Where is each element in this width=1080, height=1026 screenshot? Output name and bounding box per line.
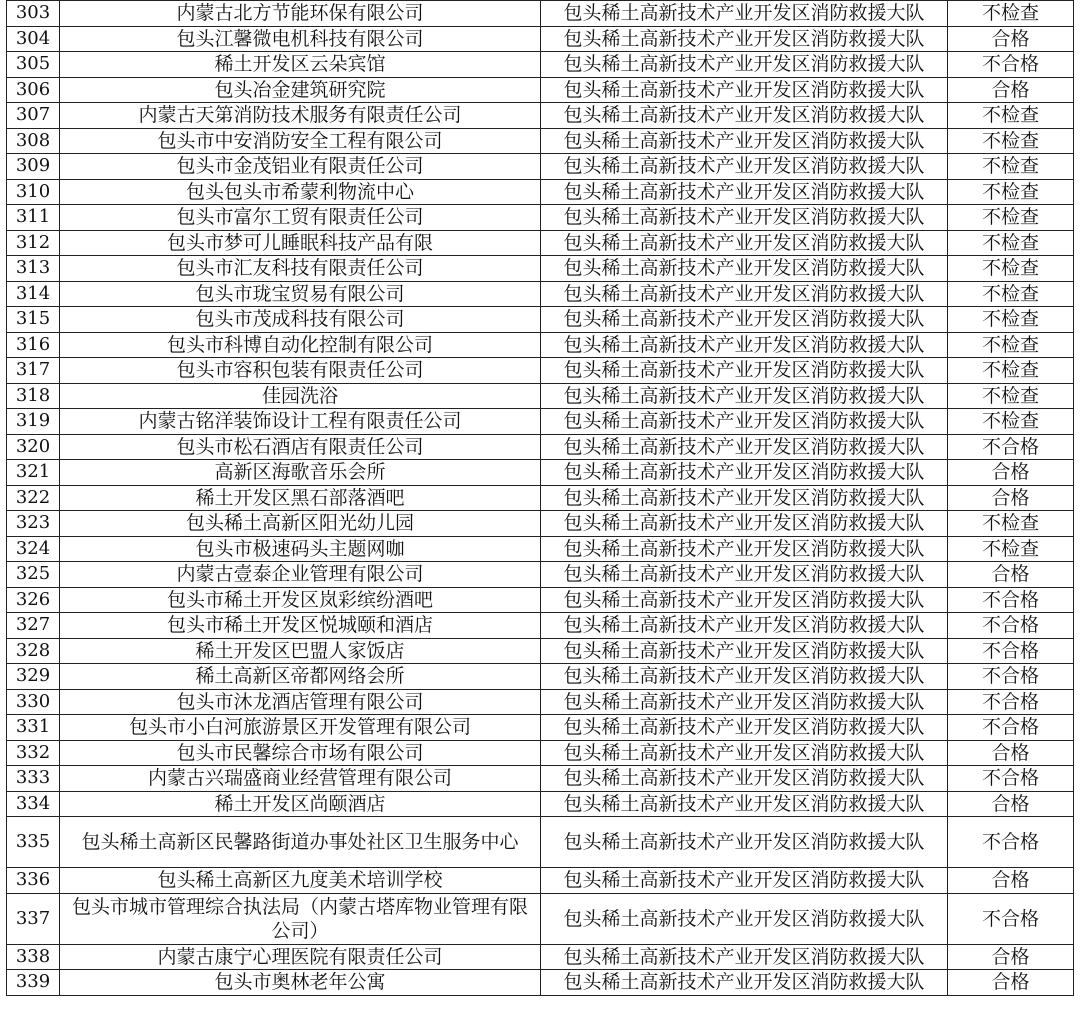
inspection-result: 不检查 (948, 1, 1074, 27)
inspection-result: 不合格 (948, 587, 1074, 613)
inspecting-department: 包头稀土高新技术产业开发区消防救援大队 (541, 613, 948, 639)
table-row (7, 766, 1074, 792)
row-number: 333 (7, 766, 60, 792)
inspecting-department: 包头稀土高新技术产业开发区消防救援大队 (541, 409, 948, 435)
inspection-result: 不合格 (948, 434, 1074, 460)
inspecting-department: 包头稀土高新技术产业开发区消防救援大队 (541, 281, 948, 307)
unit-name: 稀土开发区黑石部落酒吧 (60, 485, 541, 511)
unit-name: 包头市梦可儿睡眠科技产品有限 (60, 230, 541, 256)
row-number: 308 (7, 128, 60, 154)
table-row (7, 128, 1074, 154)
table-row (7, 205, 1074, 231)
inspecting-department: 包头稀土高新技术产业开发区消防救援大队 (541, 511, 948, 537)
row-number: 310 (7, 179, 60, 205)
row-number: 328 (7, 638, 60, 664)
table-row (7, 77, 1074, 103)
row-number: 338 (7, 944, 60, 970)
inspecting-department: 包头稀土高新技术产业开发区消防救援大队 (541, 205, 948, 231)
inspecting-department: 包头稀土高新技术产业开发区消防救援大队 (541, 307, 948, 333)
inspection-result: 不检查 (948, 358, 1074, 384)
inspecting-department: 包头稀土高新技术产业开发区消防救援大队 (541, 562, 948, 588)
table-row (7, 256, 1074, 282)
inspection-result: 不合格 (948, 638, 1074, 664)
row-number: 311 (7, 205, 60, 231)
table-row (7, 52, 1074, 78)
row-number: 312 (7, 230, 60, 256)
table-row (7, 434, 1074, 460)
row-number: 330 (7, 689, 60, 715)
table-row (7, 230, 1074, 256)
unit-name: 内蒙古铭洋装饰设计工程有限责任公司 (60, 409, 541, 435)
inspecting-department: 包头稀土高新技术产业开发区消防救援大队 (541, 154, 948, 180)
row-number: 323 (7, 511, 60, 537)
table-row (7, 485, 1074, 511)
unit-name: 内蒙古壹泰企业管理有限公司 (60, 562, 541, 588)
unit-name: 包头市松石酒店有限责任公司 (60, 434, 541, 460)
inspecting-department: 包头稀土高新技术产业开发区消防救援大队 (541, 358, 948, 384)
unit-name: 包头市稀土开发区悦城颐和酒店 (60, 613, 541, 639)
row-number: 336 (7, 868, 60, 894)
row-number: 314 (7, 281, 60, 307)
table-row (7, 26, 1074, 52)
inspecting-department: 包头稀土高新技术产业开发区消防救援大队 (541, 664, 948, 690)
inspecting-department: 包头稀土高新技术产业开发区消防救援大队 (541, 179, 948, 205)
inspecting-department: 包头稀土高新技术产业开发区消防救援大队 (541, 944, 948, 970)
inspection-result: 不合格 (948, 52, 1074, 78)
table-row (7, 383, 1074, 409)
table-row (7, 460, 1074, 486)
unit-name: 包头稀土高新区九度美术培训学校 (60, 868, 541, 894)
unit-name: 包头市容积包装有限责任公司 (60, 358, 541, 384)
inspecting-department: 包头稀土高新技术产业开发区消防救援大队 (541, 230, 948, 256)
table-row (7, 613, 1074, 639)
inspecting-department: 包头稀土高新技术产业开发区消防救援大队 (541, 970, 948, 996)
unit-name: 包头市珑宝贸易有限公司 (60, 281, 541, 307)
unit-name: 包头市城市管理综合执法局（内蒙古塔库物业管理有限公司） (60, 893, 541, 944)
table-row (7, 817, 1074, 868)
row-number: 304 (7, 26, 60, 52)
inspection-result: 不合格 (948, 766, 1074, 792)
table-row (7, 791, 1074, 817)
row-number: 307 (7, 103, 60, 129)
inspection-result: 不合格 (948, 893, 1074, 944)
row-number: 322 (7, 485, 60, 511)
inspection-result: 合格 (948, 740, 1074, 766)
row-number: 320 (7, 434, 60, 460)
inspection-result: 不合格 (948, 689, 1074, 715)
unit-name: 包头市中安消防安全工程有限公司 (60, 128, 541, 154)
unit-name: 包头稀土高新区阳光幼儿园 (60, 511, 541, 537)
table-row (7, 536, 1074, 562)
inspection-result: 合格 (948, 77, 1074, 103)
row-number: 334 (7, 791, 60, 817)
table-row (7, 689, 1074, 715)
inspecting-department: 包头稀土高新技术产业开发区消防救援大队 (541, 434, 948, 460)
unit-name: 包头市富尔工贸有限责任公司 (60, 205, 541, 231)
table-row (7, 638, 1074, 664)
unit-name: 包头市茂成科技有限公司 (60, 307, 541, 333)
inspection-result: 合格 (948, 26, 1074, 52)
inspection-result: 合格 (948, 460, 1074, 486)
row-number: 319 (7, 409, 60, 435)
inspection-result: 不合格 (948, 664, 1074, 690)
unit-name: 内蒙古天第消防技术服务有限责任公司 (60, 103, 541, 129)
inspection-result: 合格 (948, 970, 1074, 996)
unit-name: 佳园洗浴 (60, 383, 541, 409)
inspection-result: 合格 (948, 868, 1074, 894)
inspecting-department: 包头稀土高新技术产业开发区消防救援大队 (541, 689, 948, 715)
inspection-result: 不检查 (948, 256, 1074, 282)
table-row (7, 154, 1074, 180)
inspecting-department: 包头稀土高新技术产业开发区消防救援大队 (541, 740, 948, 766)
inspection-result: 合格 (948, 562, 1074, 588)
unit-name: 包头江馨微电机科技有限公司 (60, 26, 541, 52)
inspection-result: 合格 (948, 791, 1074, 817)
unit-name: 稀土开发区尚颐酒店 (60, 791, 541, 817)
table-row (7, 868, 1074, 894)
inspecting-department: 包头稀土高新技术产业开发区消防救援大队 (541, 893, 948, 944)
table-row (7, 1, 1074, 27)
inspection-result: 合格 (948, 944, 1074, 970)
unit-name: 稀土开发区巴盟人家饭店 (60, 638, 541, 664)
inspecting-department: 包头稀土高新技术产业开发区消防救援大队 (541, 460, 948, 486)
inspecting-department: 包头稀土高新技术产业开发区消防救援大队 (541, 587, 948, 613)
unit-name: 包头稀土高新区民馨路街道办事处社区卫生服务中心 (60, 817, 541, 868)
row-number: 303 (7, 1, 60, 27)
unit-name: 包头冶金建筑研究院 (60, 77, 541, 103)
inspecting-department: 包头稀土高新技术产业开发区消防救援大队 (541, 638, 948, 664)
inspecting-department: 包头稀土高新技术产业开发区消防救援大队 (541, 868, 948, 894)
inspection-result: 不检查 (948, 409, 1074, 435)
inspecting-department: 包头稀土高新技术产业开发区消防救援大队 (541, 332, 948, 358)
unit-name: 包头市极速码头主题网咖 (60, 536, 541, 562)
inspection-result: 不检查 (948, 230, 1074, 256)
row-number: 313 (7, 256, 60, 282)
inspection-result: 不检查 (948, 383, 1074, 409)
unit-name: 内蒙古北方节能环保有限公司 (60, 1, 541, 27)
inspecting-department: 包头稀土高新技术产业开发区消防救援大队 (541, 766, 948, 792)
row-number: 332 (7, 740, 60, 766)
table-row (7, 664, 1074, 690)
row-number: 315 (7, 307, 60, 333)
unit-name: 包头市科博自动化控制有限公司 (60, 332, 541, 358)
unit-name: 包头市稀土开发区岚彩缤纷酒吧 (60, 587, 541, 613)
row-number: 327 (7, 613, 60, 639)
row-number: 316 (7, 332, 60, 358)
inspecting-department: 包头稀土高新技术产业开发区消防救援大队 (541, 77, 948, 103)
inspecting-department: 包头稀土高新技术产业开发区消防救援大队 (541, 817, 948, 868)
inspection-result: 合格 (948, 485, 1074, 511)
table-row (7, 409, 1074, 435)
row-number: 339 (7, 970, 60, 996)
inspection-result: 不检查 (948, 536, 1074, 562)
unit-name: 内蒙古康宁心理医院有限责任公司 (60, 944, 541, 970)
row-number: 318 (7, 383, 60, 409)
inspection-result: 不检查 (948, 281, 1074, 307)
inspecting-department: 包头稀土高新技术产业开发区消防救援大队 (541, 256, 948, 282)
row-number: 326 (7, 587, 60, 613)
inspection-result: 不检查 (948, 128, 1074, 154)
table-row (7, 562, 1074, 588)
row-number: 331 (7, 715, 60, 741)
inspection-result: 不合格 (948, 613, 1074, 639)
unit-name: 包头市沐龙酒店管理有限公司 (60, 689, 541, 715)
unit-name: 包头市金茂铝业有限责任公司 (60, 154, 541, 180)
table-row (7, 740, 1074, 766)
table-row (7, 944, 1074, 970)
unit-name: 高新区海歌音乐会所 (60, 460, 541, 486)
table-body (7, 1, 1074, 996)
inspecting-department: 包头稀土高新技术产业开发区消防救援大队 (541, 26, 948, 52)
inspection-result: 不检查 (948, 103, 1074, 129)
inspection-result: 不合格 (948, 817, 1074, 868)
unit-name: 包头包头市希蒙利物流中心 (60, 179, 541, 205)
inspection-result: 不检查 (948, 511, 1074, 537)
inspecting-department: 包头稀土高新技术产业开发区消防救援大队 (541, 485, 948, 511)
inspecting-department: 包头稀土高新技术产业开发区消防救援大队 (541, 715, 948, 741)
row-number: 321 (7, 460, 60, 486)
unit-name: 包头市民馨综合市场有限公司 (60, 740, 541, 766)
inspection-result: 不检查 (948, 179, 1074, 205)
row-number: 309 (7, 154, 60, 180)
unit-name: 内蒙古兴瑞盛商业经营管理有限公司 (60, 766, 541, 792)
table-row (7, 511, 1074, 537)
inspection-result: 不检查 (948, 154, 1074, 180)
inspection-result: 不检查 (948, 205, 1074, 231)
row-number: 317 (7, 358, 60, 384)
unit-name: 包头市汇友科技有限责任公司 (60, 256, 541, 282)
table-row (7, 281, 1074, 307)
inspection-result: 不合格 (948, 715, 1074, 741)
row-number: 337 (7, 893, 60, 944)
inspecting-department: 包头稀土高新技术产业开发区消防救援大队 (541, 1, 948, 27)
table-row (7, 893, 1074, 944)
table-row (7, 715, 1074, 741)
unit-name: 包头市奥林老年公寓 (60, 970, 541, 996)
table-row (7, 358, 1074, 384)
table-row (7, 103, 1074, 129)
inspecting-department: 包头稀土高新技术产业开发区消防救援大队 (541, 103, 948, 129)
table-row (7, 179, 1074, 205)
inspecting-department: 包头稀土高新技术产业开发区消防救援大队 (541, 536, 948, 562)
inspection-result: 不检查 (948, 307, 1074, 333)
row-number: 305 (7, 52, 60, 78)
row-number: 329 (7, 664, 60, 690)
inspecting-department: 包头稀土高新技术产业开发区消防救援大队 (541, 128, 948, 154)
table-row (7, 332, 1074, 358)
inspecting-department: 包头稀土高新技术产业开发区消防救援大队 (541, 791, 948, 817)
inspection-result: 不检查 (948, 332, 1074, 358)
unit-name: 包头市小白河旅游景区开发管理有限公司 (60, 715, 541, 741)
table-row (7, 307, 1074, 333)
row-number: 325 (7, 562, 60, 588)
table-row (7, 587, 1074, 613)
row-number: 306 (7, 77, 60, 103)
inspection-table (6, 0, 1074, 996)
table-row (7, 970, 1074, 996)
unit-name: 稀土开发区云朵宾馆 (60, 52, 541, 78)
inspecting-department: 包头稀土高新技术产业开发区消防救援大队 (541, 383, 948, 409)
row-number: 335 (7, 817, 60, 868)
unit-name: 稀土高新区帝都网络会所 (60, 664, 541, 690)
row-number: 324 (7, 536, 60, 562)
inspecting-department: 包头稀土高新技术产业开发区消防救援大队 (541, 52, 948, 78)
